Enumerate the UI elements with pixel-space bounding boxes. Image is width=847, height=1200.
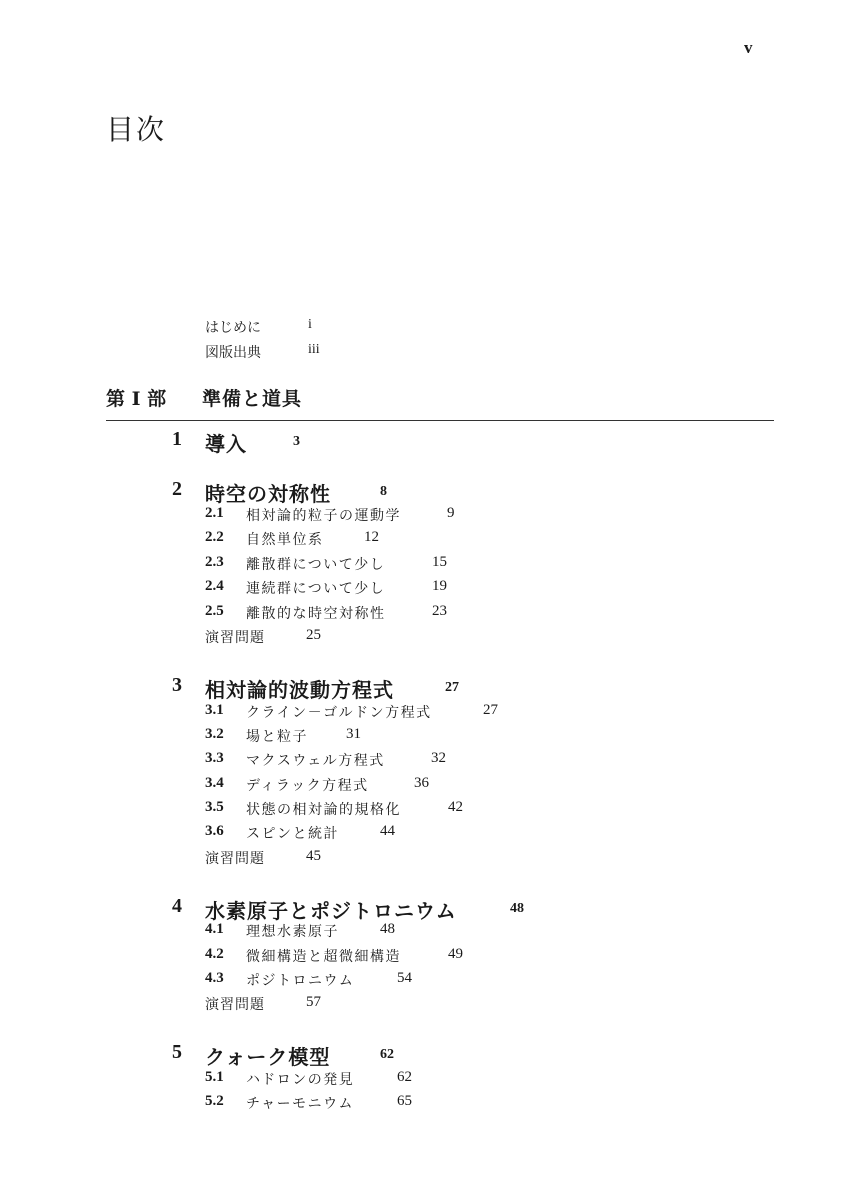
section-title[interactable]: チャーモニウム	[246, 1096, 354, 1112]
exercises-page: 57	[306, 994, 321, 1010]
section-title[interactable]: ポジトロニウム	[246, 973, 355, 989]
section-number: 5.2	[205, 1093, 224, 1109]
section-page: 49	[448, 946, 463, 962]
front-matter-title: はじめに	[205, 320, 261, 336]
front-matter-page: i	[308, 317, 312, 332]
section-title[interactable]: 理想水素原子	[246, 924, 339, 940]
section-number: 4.3	[205, 970, 224, 986]
section-title[interactable]: 相対論的粒子の運動学	[246, 508, 401, 524]
section-title[interactable]: 自然単位系	[246, 532, 324, 548]
chapter-page: 3	[293, 434, 300, 449]
section-page: 19	[432, 578, 447, 594]
section-page: 36	[414, 775, 429, 791]
section-number: 5.1	[205, 1069, 224, 1085]
exercises-title[interactable]: 演習問題	[205, 630, 265, 646]
section-page: 62	[397, 1069, 412, 1085]
section-number: 2.2	[205, 529, 224, 545]
section-number: 3.2	[205, 726, 224, 742]
section-title[interactable]: 微細構造と超微細構造	[246, 949, 401, 965]
part-title: 準備と道具	[202, 388, 303, 410]
section-title[interactable]: スピンと統計	[246, 826, 339, 842]
chapter-title[interactable]: 水素原子とポジトロニウム	[205, 899, 457, 923]
chapter-title[interactable]: 導入	[205, 432, 247, 456]
section-number: 3.1	[205, 702, 224, 718]
chapter-page: 48	[510, 901, 524, 916]
section-title[interactable]: ハドロンの発見	[246, 1072, 355, 1088]
front-matter-page: iii	[308, 342, 320, 357]
section-page: 54	[397, 970, 412, 986]
chapter-page: 62	[380, 1047, 394, 1062]
section-number: 4.1	[205, 921, 224, 937]
front-matter-item[interactable]	[205, 317, 312, 337]
chapter-number: 4	[172, 895, 182, 917]
section-page: 23	[432, 603, 447, 619]
section-page: 12	[364, 529, 379, 545]
section-page: 32	[431, 750, 446, 766]
section-title[interactable]: 離散的な時空対称性	[246, 606, 386, 622]
section-number: 3.5	[205, 799, 224, 815]
chapter-entry[interactable]	[172, 428, 182, 451]
chapter-title[interactable]: 時空の対称性	[205, 482, 331, 506]
section-page: 48	[380, 921, 395, 937]
section-title[interactable]: 離散群について少し	[246, 557, 386, 573]
section-number: 2.5	[205, 603, 224, 619]
chapter-number: 2	[172, 478, 182, 500]
chapter-title[interactable]: クォーク模型	[205, 1045, 331, 1069]
section-page: 44	[380, 823, 395, 839]
section-page: 65	[397, 1093, 412, 1109]
section-title[interactable]: 連続群について少し	[246, 581, 386, 597]
section-number: 2.4	[205, 578, 224, 594]
section-page: 9	[447, 505, 455, 521]
section-title[interactable]: マクスウェル方程式	[246, 753, 385, 769]
chapter-number: 3	[172, 674, 182, 696]
chapter-number: 1	[172, 428, 182, 450]
section-number: 3.6	[205, 823, 224, 839]
exercises-title[interactable]: 演習問題	[205, 997, 265, 1013]
section-page: 42	[448, 799, 463, 815]
section-number: 4.2	[205, 946, 224, 962]
section-page: 15	[432, 554, 447, 570]
section-page: 27	[483, 702, 498, 718]
exercises-page: 45	[306, 848, 321, 864]
exercises-title[interactable]: 演習問題	[205, 851, 265, 867]
section-title[interactable]: ディラック方程式	[246, 778, 369, 794]
section-title[interactable]: 状態の相対論的規格化	[246, 802, 401, 818]
chapter-page: 27	[445, 680, 459, 695]
chapter-number: 5	[172, 1041, 182, 1063]
front-matter-title: 図版出典	[205, 345, 261, 361]
section-number: 3.4	[205, 775, 224, 791]
chapter-title[interactable]: 相対論的波動方程式	[205, 678, 394, 702]
section-number: 3.3	[205, 750, 224, 766]
section-page: 31	[346, 726, 361, 742]
toc-title: 目次	[106, 113, 167, 146]
exercises-page: 25	[306, 627, 321, 643]
section-number: 2.3	[205, 554, 224, 570]
section-title[interactable]: 場と粒子	[246, 729, 308, 745]
chapter-page: 8	[380, 484, 387, 499]
section-number: 2.1	[205, 505, 224, 521]
front-matter-item[interactable]	[205, 342, 320, 362]
page-number: v	[744, 38, 753, 57]
part-header	[106, 384, 774, 421]
section-title[interactable]: クライン－ゴルドン方程式	[246, 705, 432, 721]
part-label: 第 I 部	[106, 388, 167, 410]
